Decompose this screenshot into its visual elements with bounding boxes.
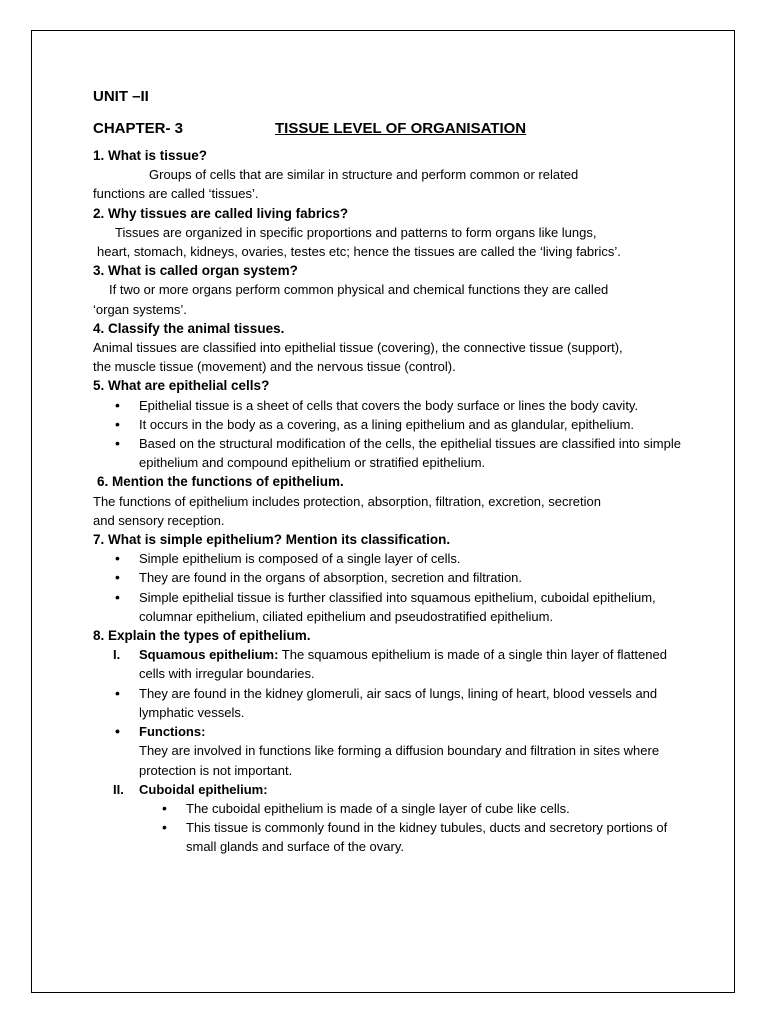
- answer-5-list: [93, 396, 683, 473]
- question-2: 2. Why tissues are called living fabrics?: [93, 205, 349, 221]
- squamous-text: The squamous epithelium is made of a single thin layer of flattened cells with irregular boundaries.: [139, 647, 667, 682]
- cuboidal-title: Cuboidal epithelium:: [139, 781, 268, 797]
- answer-4-line-1: Animal tissues are classified into epithelial tissue (covering), the connective tissue (support),: [93, 340, 623, 356]
- answer-6-line-2: and sensory reception.: [93, 512, 225, 528]
- question-5: 5. What are epithelial cells?: [93, 378, 270, 394]
- chapter-heading: [93, 118, 683, 140]
- list-item: • The cuboidal epithelium is made of a single layer of cube like cells.: [186, 799, 683, 818]
- list-item: • They are found in the organs of absorption, secretion and filtration.: [139, 568, 683, 587]
- answer-2-line-1: Tissues are organized in specific proportions and patterns to form organs like lungs,: [115, 224, 597, 240]
- question-6: 6. Mention the functions of epithelium.: [97, 474, 344, 490]
- question-8: 8. Explain the types of epithelium.: [93, 628, 311, 644]
- list-item: • Based on the structural modification of the cells, the epithelial tissues are classified into simple epithelium and compound epithelium or stratified epithelium.: [139, 434, 683, 472]
- answer-4-line-2: the muscle tissue (movement) and the nervous tissue (control).: [93, 359, 456, 375]
- question-7: 7. What is simple epithelium? Mention its classification.: [93, 532, 451, 548]
- document-content: [93, 86, 683, 857]
- unit-heading: UNIT –II: [93, 88, 149, 105]
- answer-1-line-2: functions are called ‘tissues’.: [93, 186, 259, 202]
- list-item: • They are found in the kidney glomeruli, air sacs of lungs, lining of heart, blood vessels and lymphatic vessels.: [139, 684, 683, 722]
- cuboidal-list: [93, 799, 683, 857]
- squamous-list: [93, 684, 683, 742]
- list-item: • Simple epithelial tissue is further classified into squamous epithelium, cuboidal epithelium, columnar epithelium, ciliated epithelium and pseudostratified epithelium.: [139, 588, 683, 626]
- list-item: • This tissue is commonly found in the kidney tubules, ducts and secretory portions of small glands and surface of the ovary.: [186, 818, 683, 856]
- chapter-label: CHAPTER- 3: [93, 120, 184, 137]
- chapter-title: TISSUE LEVEL OF ORGANISATION: [275, 120, 527, 137]
- question-1: 1. What is tissue?: [93, 148, 208, 163]
- answer-7-list: [93, 549, 683, 626]
- type-cuboidal: [93, 780, 683, 799]
- functions-text: They are involved in functions like forming a diffusion boundary and filtration in sites where protection is not important.: [139, 743, 660, 778]
- list-item: • Epithelial tissue is a sheet of cells that covers the body surface or lines the body cavity.: [139, 396, 683, 415]
- list-item: • Simple epithelium is composed of a single layer of cells.: [139, 549, 683, 568]
- answer-1-line-1: Groups of cells that are similar in structure and perform common or related: [149, 167, 579, 183]
- list-item: • It occurs in the body as a covering, as a lining epithelium and as glandular, epithelium.: [139, 415, 683, 434]
- question-3: 3. What is called organ system?: [93, 263, 298, 279]
- answer-3-line-2: ‘organ systems’.: [93, 301, 187, 317]
- answer-2-line-2: heart, stomach, kidneys, ovaries, testes etc; hence the tissues are called the ‘living fabrics’.: [97, 244, 621, 260]
- roman-numeral-2: II.: [113, 781, 124, 797]
- roman-numeral-1: I.: [113, 647, 121, 663]
- squamous-title: Squamous epithelium:: [139, 647, 279, 663]
- answer-3-line-1: If two or more organs perform common physical and chemical functions they are called: [109, 282, 609, 298]
- answer-6-line-1: The functions of epithelium includes protection, absorption, filtration, excretion, secretion: [93, 493, 601, 509]
- type-squamous: [93, 645, 683, 683]
- question-4: 4. Classify the animal tissues.: [93, 320, 285, 336]
- functions-label: • Functions:: [139, 722, 683, 741]
